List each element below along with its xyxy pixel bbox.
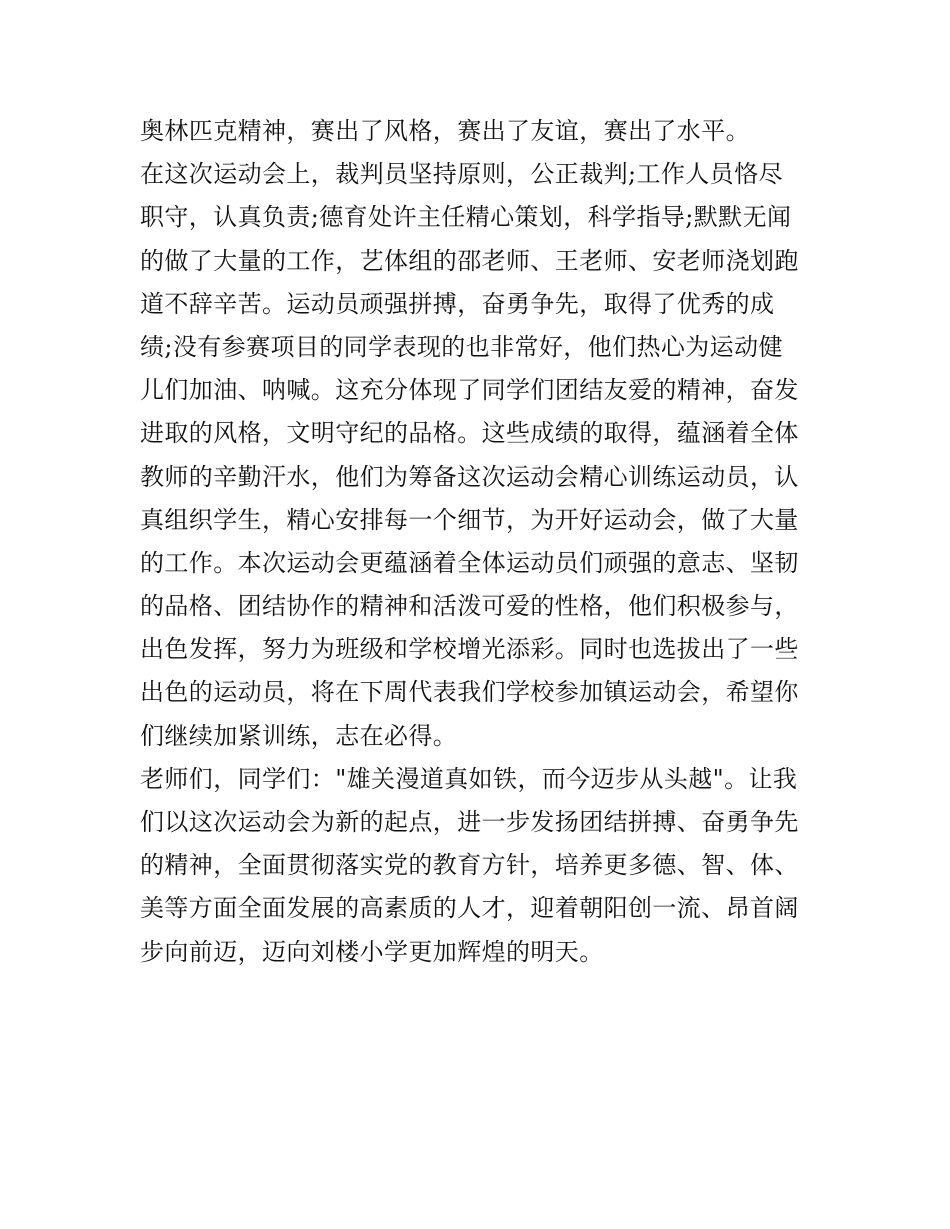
text-line-8: 进取的风格，文明守纪的品格。这些成绩的取得，蕴涵着全体: [140, 419, 799, 448]
text-line-9: 教师的辛勤汗水，他们为筹备这次运动会精心训练运动员，认: [140, 462, 799, 491]
text-line-7: 儿们加油、呐喊。这充分体现了同学们团结友爱的精神，奋发: [140, 376, 799, 405]
body-text: [140, 110, 820, 974]
text-line-13: 出色发挥，努力为班级和学校增光添彩。同时也选拔出了一些: [140, 635, 799, 664]
text-line-11: 的工作。本次运动会更蕴涵着全体运动员们顽强的意志、坚韧: [140, 548, 799, 577]
text-line-15: 们继续加紧训练，志在必得。: [140, 721, 458, 750]
text-line-1: 奥林匹克精神，赛出了风格，赛出了友谊，赛出了水平。: [140, 117, 750, 145]
text-line-18: 的精神，全面贯彻落实党的教育方针，培养更多德、智、体、: [140, 851, 799, 880]
text-line-20: 步向前迈，迈向刘楼小学更加辉煌的明天。: [140, 937, 604, 966]
text-line-5: 道不辞辛苦。运动员顽强拼搏，奋勇争先，取得了优秀的成: [140, 289, 775, 318]
text-line-10: 真组织学生，精心安排每一个细节，为开好运动会，做了大量: [140, 505, 799, 534]
text-line-12: 的品格、团结协作的精神和活泼可爱的性格，他们积极参与，: [140, 592, 799, 621]
text-line-2: 在这次运动会上，裁判员坚持原则，公正裁判;工作人员恪尽: [140, 160, 783, 189]
text-line-19: 美等方面全面发展的高素质的人才，迎着朝阳创一流、昂首阔: [140, 894, 799, 923]
text-line-16: 老师们，同学们："雄关漫道真如铁，而今迈步从头越"。让我: [140, 764, 798, 793]
text-line-17: 们以这次运动会为新的起点，进一步发扬团结拼搏、奋勇争先: [140, 808, 799, 836]
text-line-3: 职守，认真负责;德育处许主任精心策划，科学指导;默默无闻: [140, 203, 792, 232]
text-line-4: 的做了大量的工作，艺体组的邵老师、王老师、安老师浇划跑: [140, 246, 799, 275]
text-line-14: 出色的运动员，将在下周代表我们学校参加镇运动会，希望你: [140, 678, 799, 707]
text-line-6: 绩;没有参赛项目的同学表现的也非常好，他们热心为运动健: [140, 332, 783, 361]
